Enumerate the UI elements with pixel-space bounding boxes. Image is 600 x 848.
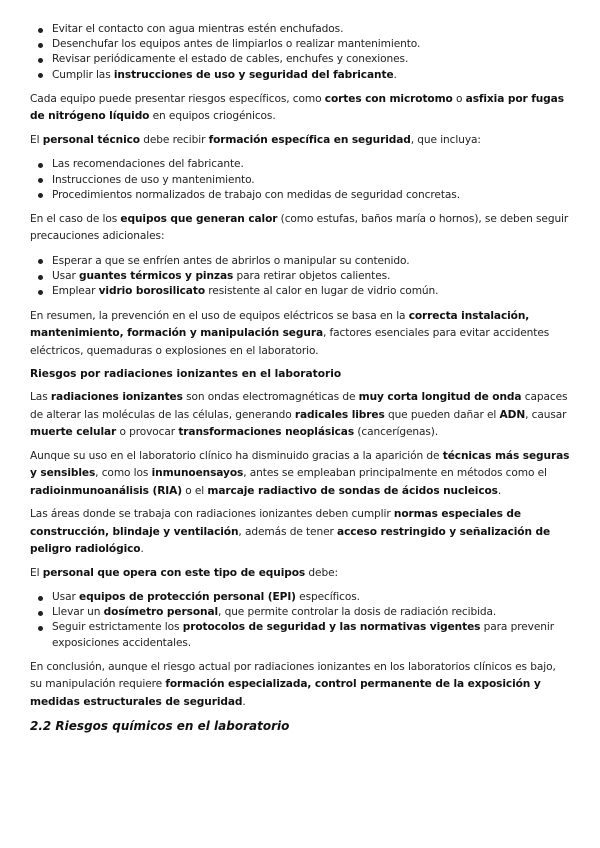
section-heading-ionizing-radiation: Riesgos por radiaciones ionizantes en el laboratorio bbox=[30, 368, 342, 381]
text-run: o provocar bbox=[116, 426, 179, 439]
bold-text: normas especiales de construcción, blindaje y ventilación bbox=[30, 508, 521, 538]
text-run: . bbox=[242, 695, 246, 708]
text-run: El bbox=[30, 133, 43, 146]
paragraph-heat-equipment bbox=[30, 211, 570, 246]
list-item bbox=[52, 254, 570, 269]
text-run: En el caso de los bbox=[30, 212, 121, 225]
bold-text: ADN bbox=[499, 408, 526, 421]
text-run: , que incluya: bbox=[410, 133, 481, 146]
text-run: que pueden dañar el bbox=[384, 408, 500, 421]
text-run: Las áreas donde se trabaja con radiaciones ionizantes deben cumplir bbox=[30, 508, 394, 521]
text-run: (como estufas, baños maría o hornos), se deben seguir precauciones adicionales: bbox=[30, 212, 569, 243]
bold-text: formación especializada, control permanente de la exposición y medidas estructurales de seguridad bbox=[30, 678, 541, 708]
list-item bbox=[52, 173, 570, 188]
paragraph-electrical-summary bbox=[30, 308, 570, 361]
list-item bbox=[52, 68, 570, 83]
text-run: En resumen, la prevención en el uso de equipos eléctricos se basa en la bbox=[30, 309, 409, 322]
bullet-list-training-contents bbox=[30, 157, 570, 203]
bold-text: muerte celular bbox=[30, 426, 117, 439]
text-run: Desenchufar los equipos antes de limpiarlos o realizar mantenimiento. bbox=[52, 38, 421, 51]
text-run: en equipos criogénicos. bbox=[149, 110, 276, 123]
text-run: , antes se empleaban principalmente en métodos como el bbox=[243, 467, 547, 480]
bold-text: equipos que generan calor bbox=[120, 212, 278, 225]
list-item bbox=[52, 620, 570, 650]
text-run: resistente al calor en lugar de vidrio común. bbox=[205, 285, 439, 298]
text-run: , además de tener bbox=[238, 525, 338, 538]
text-run: son ondas electromagnéticas de bbox=[182, 391, 359, 404]
text-run: específicos. bbox=[295, 591, 360, 604]
text-run: (cancerígenas). bbox=[354, 426, 439, 439]
bold-text: protocolos de seguridad y las normativas vigentes bbox=[182, 621, 481, 634]
bold-text: personal que opera con este tipo de equipos bbox=[42, 566, 306, 579]
text-run: En conclusión, aunque el riesgo actual por radiaciones ionizantes en los laboratorios clínicos es bajo, su manipulación requiere bbox=[30, 660, 556, 691]
bold-text: correcta instalación, mantenimiento, formación y manipulación segura bbox=[30, 309, 530, 340]
list-item bbox=[52, 157, 570, 172]
text-run: , factores esenciales para evitar accidentes eléctricos, quemaduras o explosiones en el laboratorio. bbox=[30, 327, 550, 357]
list-item bbox=[52, 52, 570, 67]
bold-text: formación específica en seguridad bbox=[208, 133, 411, 146]
bold-text: instrucciones de uso y seguridad del fabricante bbox=[113, 68, 394, 81]
text-run: o el bbox=[181, 484, 208, 497]
text-run: Aunque su uso en el laboratorio clínico ha disminuido gracias a la aparición de bbox=[30, 449, 443, 462]
text-run: . bbox=[140, 543, 144, 556]
text-run: Las recomendaciones del fabricante. bbox=[52, 158, 244, 171]
bold-text: vidrio borosilicato bbox=[98, 285, 206, 298]
paragraph-radiation-usage bbox=[30, 448, 570, 501]
bold-text: marcaje radiactivo de sondas de ácidos nucleicos bbox=[207, 484, 498, 497]
bold-text: radicales libres bbox=[294, 408, 385, 421]
list-item bbox=[52, 22, 570, 37]
list-item bbox=[52, 284, 570, 299]
list-item bbox=[52, 605, 570, 620]
text-run: . bbox=[497, 484, 502, 497]
paragraph-technical-staff bbox=[30, 132, 570, 150]
text-run: Procedimientos normalizados de trabajo con medidas de seguridad concretas. bbox=[52, 188, 460, 201]
text-run: capaces de alterar las moléculas de las células, generando bbox=[30, 391, 568, 421]
text-run: Llevar un bbox=[52, 606, 104, 619]
paragraph-radiation-areas bbox=[30, 506, 570, 559]
bold-text: transformaciones neoplásicas bbox=[178, 426, 355, 439]
bold-text: técnicas más seguras y sensibles bbox=[30, 449, 570, 480]
text-run: debe recibir bbox=[139, 133, 209, 146]
bold-text: guantes térmicos y pinzas bbox=[79, 270, 234, 283]
text-run: Revisar periódicamente el estado de cables, enchufes y conexiones. bbox=[52, 53, 409, 66]
text-run: Las bbox=[30, 391, 51, 404]
paragraph-specific-risks bbox=[30, 91, 570, 126]
bold-text: personal técnico bbox=[42, 133, 140, 146]
bold-text: cortes con microtomo bbox=[324, 92, 453, 105]
text-run: Usar bbox=[52, 591, 79, 604]
paragraph-radiation-staff bbox=[30, 565, 570, 583]
text-run: para prevenir exposiciones accidentales. bbox=[52, 621, 554, 649]
text-run: para retirar objetos calientes. bbox=[233, 270, 391, 283]
text-run: Seguir estrictamente los bbox=[52, 621, 183, 634]
text-run: , causar bbox=[525, 408, 567, 421]
bold-text: radioinmunoanálisis (RIA) bbox=[30, 484, 182, 497]
text-run: Cumplir las bbox=[52, 68, 114, 81]
bullet-list-radiation-staff-duties bbox=[30, 590, 570, 651]
bold-text: dosímetro personal bbox=[103, 606, 219, 619]
text-run: El bbox=[30, 566, 43, 579]
text-run: Esperar a que se enfríen antes de abrirlos o manipular su contenido. bbox=[52, 254, 410, 267]
bold-text: muy corta longitud de onda bbox=[358, 391, 522, 404]
list-item bbox=[52, 188, 570, 203]
text-run: Usar bbox=[52, 270, 79, 283]
bold-text: radiaciones ionizantes bbox=[50, 391, 183, 404]
paragraph-radiation-conclusion bbox=[30, 659, 570, 712]
paragraph-radiation-definition bbox=[30, 389, 570, 442]
list-item bbox=[52, 37, 570, 52]
bold-text: inmunoensayos bbox=[151, 467, 244, 480]
text-run: Cada equipo puede presentar riesgos específicos, como bbox=[30, 92, 325, 105]
list-item bbox=[52, 590, 570, 605]
bullet-list-heat-precautions bbox=[30, 254, 570, 300]
bold-text: acceso restringido y señalización de peligro radiológico bbox=[30, 525, 551, 556]
text-run: , como los bbox=[95, 467, 152, 480]
bold-text: asfixia por fugas de nitrógeno líquido bbox=[30, 92, 564, 123]
text-run: debe: bbox=[305, 566, 338, 579]
text-run: . bbox=[393, 68, 397, 81]
section-heading-chemical-risks: 2.2 Riesgos químicos en el laboratorio bbox=[30, 719, 290, 734]
bold-text: equipos de protección personal (EPI) bbox=[79, 591, 296, 604]
text-run: o bbox=[452, 92, 466, 105]
bullet-list-electrical-precautions bbox=[30, 22, 570, 83]
text-run: Emplear bbox=[52, 285, 99, 298]
text-run: , que permite controlar la dosis de radiación recibida. bbox=[218, 606, 497, 619]
text-run: Instrucciones de uso y mantenimiento. bbox=[52, 173, 255, 186]
list-item bbox=[52, 269, 570, 284]
text-run: Evitar el contacto con agua mientras estén enchufados. bbox=[52, 23, 344, 35]
